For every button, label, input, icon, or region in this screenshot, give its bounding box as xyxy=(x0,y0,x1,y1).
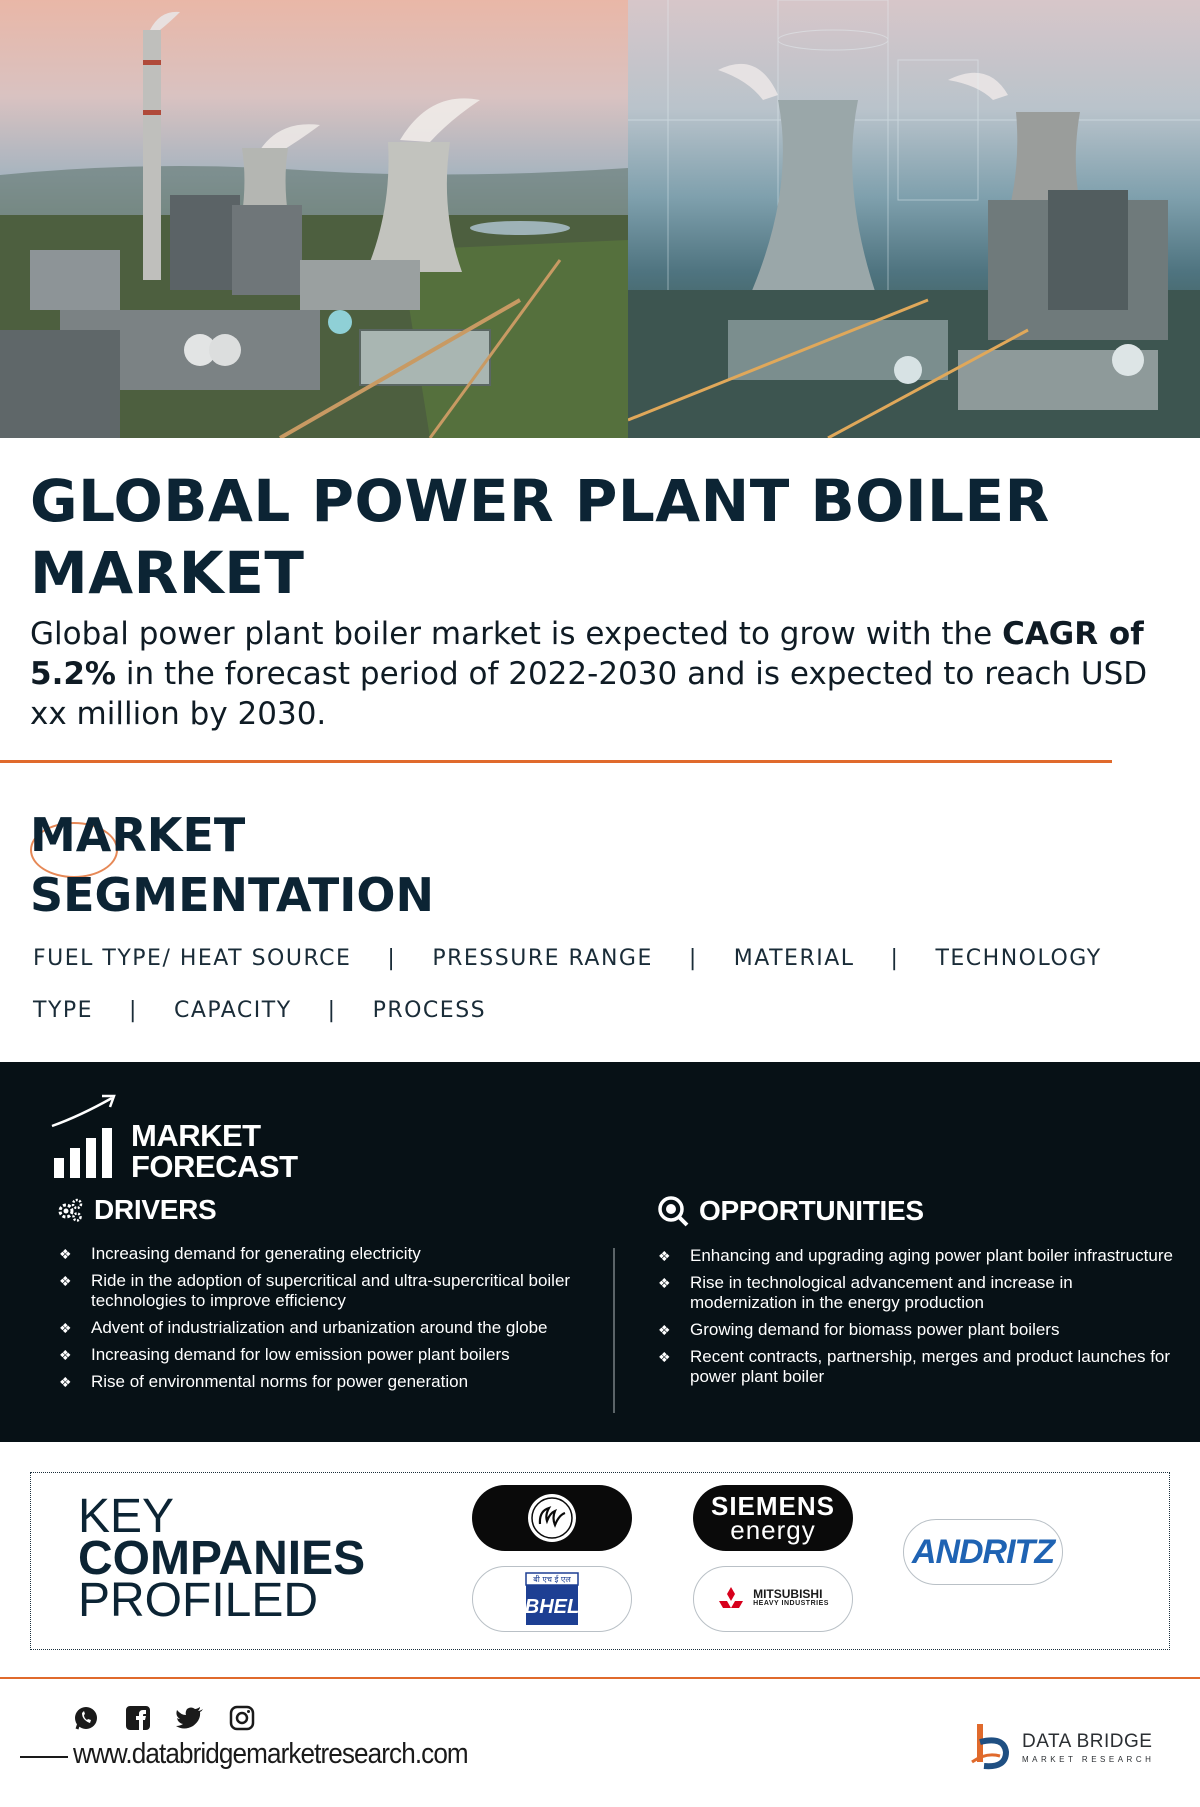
segmentation-row xyxy=(33,946,1102,971)
opportunity-item: ❖ Rise in technological advancement and increase in modernization in the energy production xyxy=(656,1273,1176,1313)
website-link[interactable]: www.databridgemarketresearch.com xyxy=(73,1738,468,1770)
market-summary xyxy=(30,614,1170,734)
summary-cagr: CAGR of 5.2% xyxy=(30,616,1144,692)
opportunity-item: ❖ Recent contracts, partnership, merges and product launches for power plant boiler xyxy=(656,1347,1176,1387)
driver-item: ❖ Increasing demand for low emission power plant boilers xyxy=(57,1345,597,1365)
segment-label: FUEL TYPE/ HEAT SOURCE xyxy=(33,946,352,971)
andritz-logo xyxy=(903,1519,1063,1585)
segment-separator: | xyxy=(129,998,138,1023)
segment-separator: | xyxy=(890,946,900,971)
bar-chart-icon xyxy=(54,1128,112,1178)
opportunities-list xyxy=(656,1246,1176,1394)
siemens-logo-text-1: SIEMENS xyxy=(710,1491,836,1521)
three-diamonds-icon xyxy=(717,1586,745,1612)
facebook-icon[interactable] xyxy=(124,1704,152,1732)
drivers-list xyxy=(57,1244,597,1399)
segment-label: PRESSURE RANGE xyxy=(432,946,653,971)
market-forecast-line1: MARKET xyxy=(131,1118,261,1153)
hero-images xyxy=(0,0,1200,438)
mitsubishi-logo-text-1: MITSUBISHI xyxy=(753,1587,823,1601)
market-forecast-line2: FORECAST xyxy=(131,1149,298,1184)
bhel-hindi-text: बी एच ई एल xyxy=(533,1575,571,1584)
social-links xyxy=(72,1704,256,1732)
brand-line-2: MARKET RESEARCH xyxy=(1022,1754,1155,1764)
segment-label: TYPE xyxy=(33,998,94,1023)
key-companies-title xyxy=(78,1490,366,1627)
key-companies-line3: PROFILED xyxy=(78,1574,319,1627)
siemens-energy-logo xyxy=(693,1485,853,1551)
driver-item: ❖ Increasing demand for generating electricity xyxy=(57,1244,597,1264)
bhel-emblem xyxy=(520,1569,584,1629)
segmentation-title: MARKET SEGMENTATION xyxy=(30,808,434,922)
opportunities-heading xyxy=(657,1195,924,1227)
segment-separator: | xyxy=(327,998,337,1023)
bhel-logo-text: BHEL xyxy=(524,1596,580,1618)
segment-label: PROCESS xyxy=(372,998,487,1023)
segment-separator: | xyxy=(688,946,698,971)
data-bridge-wordmark xyxy=(1022,1731,1154,1764)
summary-text-2: in the forecast period of 2022-2030 and is expected to reach USD xx million by 2030. xyxy=(30,656,1148,732)
key-companies-line1: KEY xyxy=(78,1490,175,1543)
column-divider xyxy=(613,1248,615,1413)
ge-monogram-icon xyxy=(525,1491,579,1545)
brand-line-1: DATA BRIDGE xyxy=(1022,1730,1153,1752)
page-title: GLOBAL POWER PLANT BOILER MARKET xyxy=(30,467,1050,607)
segment-label: MATERIAL xyxy=(733,946,855,971)
segment-separator: | xyxy=(387,946,397,971)
bhel-logo xyxy=(472,1566,632,1632)
segment-label: TECHNOLOGY xyxy=(935,946,1102,971)
magnifier-icon xyxy=(657,1195,689,1227)
ge-logo xyxy=(472,1485,632,1551)
andritz-logo-text: ANDRITZ xyxy=(911,1532,1055,1571)
opportunities-title: OPPORTUNITIES xyxy=(699,1195,924,1226)
hero-photo-power-plant-overlay xyxy=(628,0,1200,438)
key-companies-line2: COMPANIES xyxy=(78,1532,366,1585)
market-forecast-label xyxy=(131,1120,298,1182)
whatsapp-icon[interactable] xyxy=(72,1704,100,1732)
segmentation-row xyxy=(33,998,486,1023)
driver-item: ❖ Rise of environmental norms for power generation xyxy=(57,1372,597,1392)
section-divider xyxy=(0,760,1112,763)
opportunity-item: ❖ Enhancing and upgrading aging power plant boiler infrastructure xyxy=(656,1246,1176,1266)
driver-item: ❖ Advent of industrialization and urbanization around the globe xyxy=(57,1318,597,1338)
mitsubishi-wordmark xyxy=(753,1589,829,1609)
trend-arrow-icon xyxy=(50,1090,120,1130)
data-bridge-logo xyxy=(970,1722,1154,1772)
gears-icon xyxy=(56,1197,84,1223)
twitter-icon[interactable] xyxy=(176,1704,204,1732)
siemens-logo-text-2: energy xyxy=(730,1515,816,1545)
hero-photo-power-plant xyxy=(0,0,628,438)
segment-label: CAPACITY xyxy=(173,998,292,1023)
summary-text-1: Global power plant boiler market is expected to grow with the xyxy=(30,616,993,652)
data-bridge-emblem xyxy=(970,1722,1016,1772)
mitsubishi-logo xyxy=(693,1566,853,1632)
driver-item: ❖ Ride in the adoption of supercritical and ultra-supercritical boiler technologies to improve efficiency xyxy=(57,1271,597,1311)
instagram-icon[interactable] xyxy=(228,1704,256,1732)
opportunity-item: ❖ Growing demand for biomass power plant boilers xyxy=(656,1320,1176,1340)
drivers-heading xyxy=(56,1194,216,1226)
mitsubishi-logo-text-2: HEAVY INDUSTRIES xyxy=(753,1600,829,1607)
footer-accent-line xyxy=(20,1756,68,1758)
footer-divider xyxy=(0,1677,1200,1679)
drivers-title: DRIVERS xyxy=(94,1194,217,1225)
